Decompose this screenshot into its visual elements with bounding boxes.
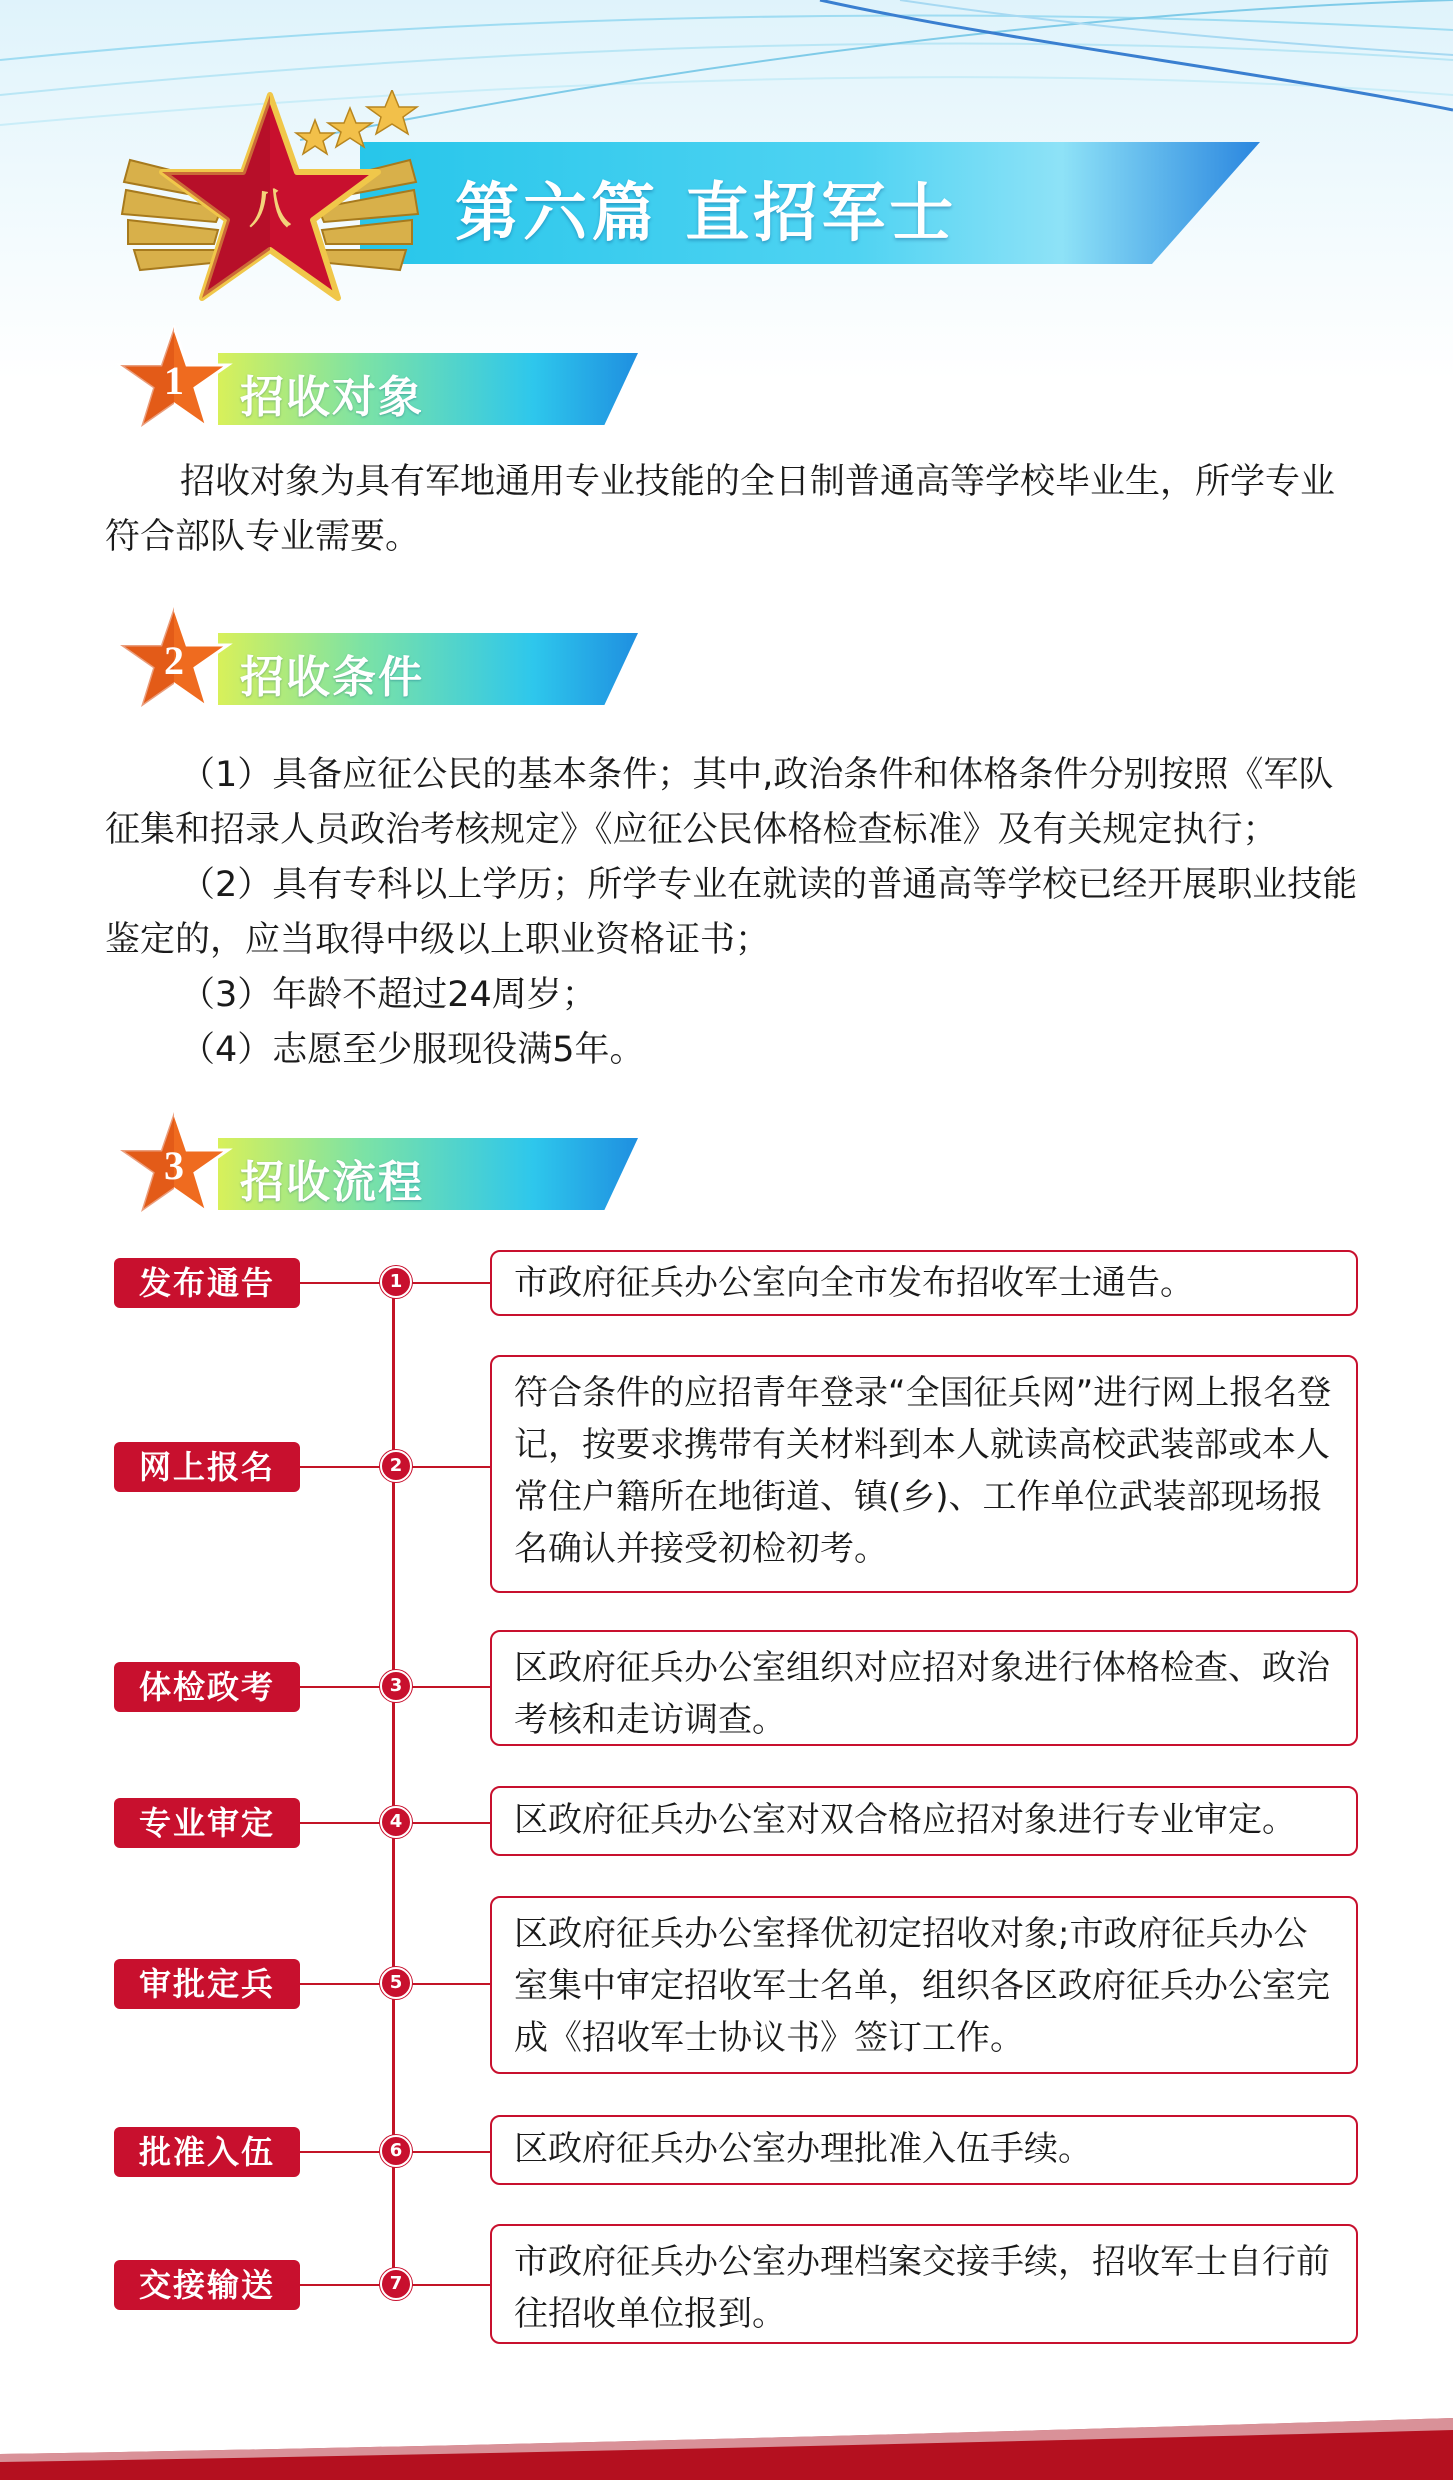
step-number: 2 bbox=[380, 1450, 412, 1482]
step-description: 区政府征兵办公室对双合格应招对象进行专业审定。 bbox=[490, 1786, 1358, 1856]
banner-star-character: 八 bbox=[248, 184, 291, 233]
step-label: 批准入伍 bbox=[114, 2127, 300, 2177]
section-title: 招收对象 bbox=[240, 372, 424, 423]
section-header-process bbox=[108, 1110, 668, 1220]
step-label: 审批定兵 bbox=[114, 1959, 300, 2009]
condition-item: （4）志愿至少服现役满5年。 bbox=[180, 1030, 645, 1070]
step-label: 体检政考 bbox=[114, 1662, 300, 1712]
step-description: 区政府征兵办公室择优初定招收对象;市政府征兵办公室集中审定招收军士名单，组织各区政府征兵办公室完成《招收军士协议书》签订工作。 bbox=[490, 1896, 1358, 2074]
step-label: 网上报名 bbox=[114, 1442, 300, 1492]
step-label: 发布通告 bbox=[114, 1258, 300, 1308]
step-label: 专业审定 bbox=[114, 1798, 300, 1848]
step-number: 6 bbox=[380, 2135, 412, 2167]
condition-item: （2）具有专科以上学历；所学专业在就读的普通高等学校已经开展职业技能鉴定的，应当取得中级以上职业资格证书； bbox=[105, 865, 1358, 960]
chapter-banner bbox=[110, 90, 1290, 320]
step-number: 7 bbox=[380, 2268, 412, 2300]
step-number: 4 bbox=[380, 1806, 412, 1838]
chapter-title: 第六篇 直招军士 bbox=[455, 177, 958, 251]
section-header-conditions bbox=[108, 605, 668, 715]
bottom-red-band bbox=[0, 2410, 1453, 2480]
step-description: 区政府征兵办公室组织对应招对象进行体格检查、政治考核和走访调查。 bbox=[490, 1630, 1358, 1746]
condition-item: （3）年龄不超过24周岁； bbox=[180, 975, 597, 1015]
step-number: 3 bbox=[380, 1670, 412, 1702]
section-number: 1 bbox=[164, 358, 184, 403]
conditions-list bbox=[105, 748, 1365, 1078]
step-label: 交接输送 bbox=[114, 2260, 300, 2310]
step-description: 符合条件的应招青年登录“全国征兵网”进行网上报名登记，按要求携带有关材料到本人就读高校武装部或本人常住户籍所在地街道、镇(乡)、工作单位武装部现场报名确认并接受初检初考。 bbox=[490, 1355, 1358, 1593]
flow-vertical-line bbox=[392, 1282, 395, 2282]
section-number: 2 bbox=[164, 638, 184, 683]
step-number: 1 bbox=[380, 1266, 412, 1298]
step-description: 区政府征兵办公室办理批准入伍手续。 bbox=[490, 2115, 1358, 2185]
condition-item: （1）具备应征公民的基本条件；其中,政治条件和体格条件分别按照《军队征集和招录人员政治考核规定》《应征公民体格检查标准》及有关规定执行； bbox=[105, 755, 1334, 850]
step-number: 5 bbox=[380, 1967, 412, 1999]
target-paragraph: 招收对象为具有军地通用专业技能的全日制普通高等学校毕业生，所学专业符合部队专业需要。 bbox=[105, 462, 1336, 557]
section-title: 招收流程 bbox=[240, 1157, 424, 1208]
section-number: 3 bbox=[164, 1143, 184, 1188]
step-description: 市政府征兵办公室向全市发布招收军士通告。 bbox=[490, 1250, 1358, 1316]
step-description: 市政府征兵办公室办理档案交接手续，招收军士自行前往招收单位报到。 bbox=[490, 2224, 1358, 2344]
section-header-target bbox=[108, 325, 668, 435]
section-title: 招收条件 bbox=[240, 652, 424, 703]
